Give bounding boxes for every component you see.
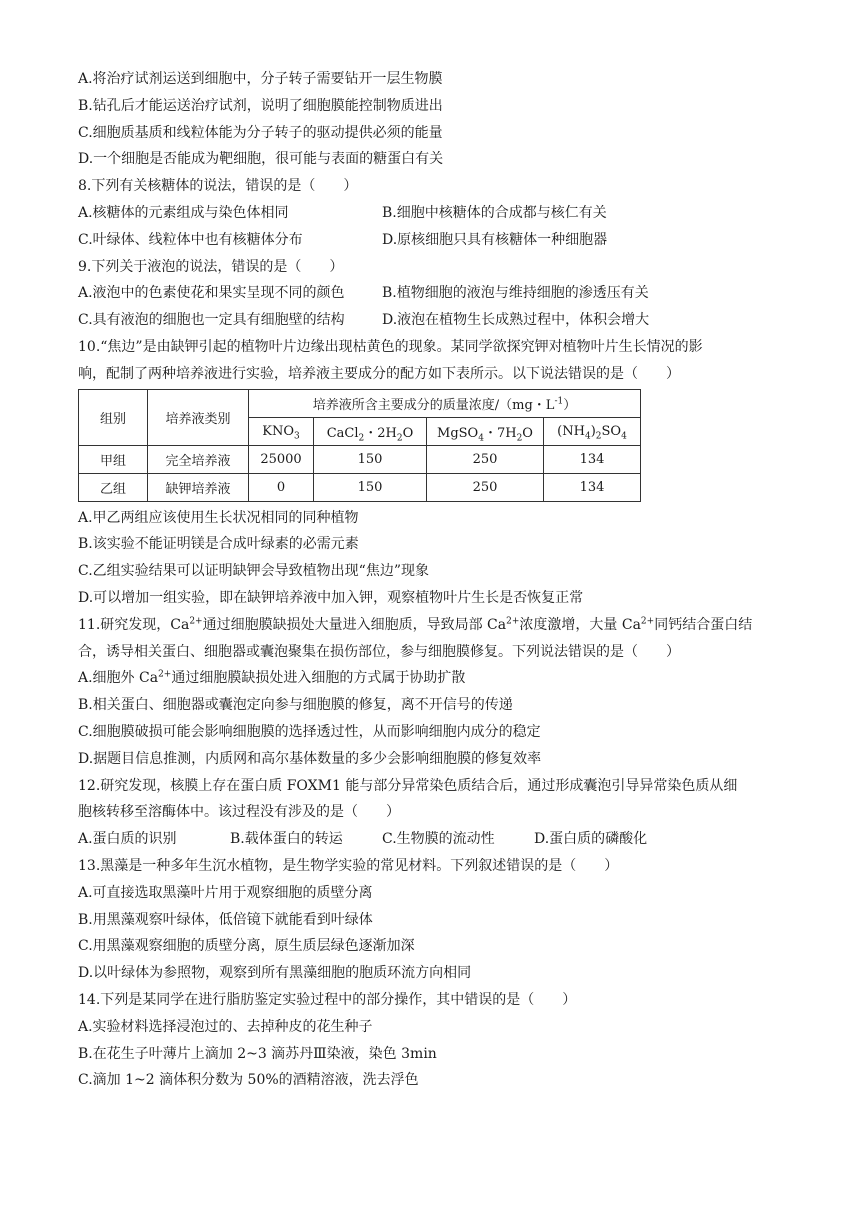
q10-stem-line1: 10.“焦边”是由缺钾引起的植物叶片边缘出现枯黄色的现象。某同学欲探究钾对植物叶片生长情况的影 [78, 338, 703, 355]
q12-stem-line2: 胞核转移至溶酶体中。该过程没有涉及的是（ ） [78, 804, 400, 821]
q10-option-d: D.可以增加一组实验，即在缺钾培养液中加入钾，观察植物叶片生长是否恢复正常 [78, 589, 584, 606]
cell-value: 134 [544, 445, 641, 473]
q8-option-a: A.核糖体的元素组成与染色体相同 [78, 204, 289, 221]
q8-stem: 8.下列有关核糖体的说法，错误的是（ ） [78, 178, 358, 195]
q13-option-c: C.用黑藻观察细胞的质壁分离，原生质层绿色逐渐加深 [78, 938, 415, 955]
q8-row1 [78, 200, 798, 227]
cell-value: 150 [314, 445, 427, 473]
q12-option-b: B.载体蛋白的转运 [230, 831, 343, 848]
header-nh4-2so4: $(NH_4)_2SO_4$ [544, 417, 641, 445]
cell-group: 乙组 [79, 473, 148, 501]
q9-option-d: D.液泡在植物生长成熟过程中，体积会增大 [382, 312, 650, 329]
q12-stem-line1: 12.研究发现，核膜上存在蛋白质 FOXM1 能与部分异常染色质结合后，通过形成囊泡引导异常染色质从细 [78, 777, 738, 794]
q8-option-d: D.原核细胞只具有核糖体一种细胞器 [382, 231, 608, 248]
q14-stem: 14.下列是某同学在进行脂肪鉴定实验过程中的部分操作，其中错误的是（ ） [78, 991, 577, 1008]
q10-stem-line2: 响，配制了两种培养液进行实验，培养液主要成分的配方如下表所示。以下说法错误的是（ ） [78, 365, 680, 382]
q10-option-b: B.该实验不能证明镁是合成叶绿素的必需元素 [78, 536, 359, 553]
q9-option-b: B.植物细胞的液泡与维持细胞的渗透压有关 [382, 285, 649, 302]
header-group: 组别 [79, 389, 148, 445]
exam-page [78, 66, 798, 1094]
table-row [79, 473, 641, 501]
q13-option-b: B.用黑藻观察叶绿体，低倍镜下就能看到叶绿体 [78, 911, 373, 928]
q8-row2 [78, 227, 798, 254]
cell-value: 250 [427, 473, 544, 501]
q7-option-c: C.细胞质基质和线粒体能为分子转子的驱动提供必须的能量 [78, 124, 443, 141]
q10-option-a: A.甲乙两组应该使用生长状况相同的同种植物 [78, 509, 359, 526]
q11-stem-line1: 11.研究发现，$Ca^{2+}$通过细胞膜缺损处大量进入细胞质，导致局部 $Ca^{2+}$浓度激增，大量 $Ca^{2+}$同钙结合蛋白结 [78, 616, 753, 633]
q12-option-a: A.蛋白质的识别 [78, 831, 177, 848]
q12-options [78, 826, 798, 853]
q8-option-c: C.叶绿体、线粒体中也有核糖体分布 [78, 231, 303, 248]
q9-row1 [78, 280, 798, 307]
q8-option-b: B.细胞中核糖体的合成都与核仁有关 [382, 204, 607, 221]
q9-stem: 9.下列关于液泡的说法，错误的是（ ） [78, 258, 344, 275]
q14-option-c: C.滴加 1~2 滴体积分数为 50%的酒精溶液，洗去浮色 [78, 1072, 419, 1089]
cell-type: 完全培养液 [148, 445, 249, 473]
cell-type: 缺钾培养液 [148, 473, 249, 501]
q13-option-d: D.以叶绿体为参照物，观察到所有黑藻细胞的胞质环流方向相同 [78, 965, 472, 982]
cell-value: 150 [314, 473, 427, 501]
q9-option-a: A.液泡中的色素使花和果实呈现不同的颜色 [78, 285, 345, 302]
q11-option-a: A.细胞外 $Ca^{2+}$通过细胞膜缺损处进入细胞的方式属于协助扩散 [78, 669, 466, 687]
q11-option-c: C.细胞膜破损可能会影响细胞膜的选择透过性，从而影响细胞内成分的稳定 [78, 723, 541, 740]
header-concentration: 培养液所含主要成分的质量浓度/（mg・$L^{-1}$） [249, 389, 641, 417]
q7-option-a: A.将治疗试剂运送到细胞中，分子转子需要钻开一层生物膜 [78, 71, 443, 87]
q12-option-d: D.蛋白质的磷酸化 [534, 831, 648, 848]
q14-option-b: B.在花生子叶薄片上滴加 2~3 滴苏丹Ⅲ染液，染色 3min [78, 1045, 437, 1062]
q11-option-d: D.据题目信息推测，内质网和高尔基体数量的多少会影响细胞膜的修复效率 [78, 750, 542, 767]
header-cacl2: CaCl$_2$・$2H_2O$ [314, 417, 427, 445]
q11-option-b: B.相关蛋白、细胞器或囊泡定向参与细胞膜的修复，离不开信号的传递 [78, 697, 513, 714]
cell-value: 0 [249, 473, 314, 501]
q14-option-a: A.实验材料选择浸泡过的、去掉种皮的花生种子 [78, 1018, 373, 1035]
cell-value: 134 [544, 473, 641, 501]
q11-stem-line2: 合，诱导相关蛋白、细胞器或囊泡聚集在损伤部位，参与细胞膜修复。下列说法错误的是（ ） [78, 643, 680, 660]
table-row [79, 445, 641, 473]
header-mgso4: MgSO$_4$・$7H_2O$ [427, 417, 544, 445]
header-solution-type: 培养液类别 [148, 389, 249, 445]
q9-row2 [78, 307, 798, 334]
cell-group: 甲组 [79, 445, 148, 473]
header-kno3: $KNO_3$ [249, 417, 314, 445]
q12-option-c: C.生物膜的流动性 [382, 831, 495, 848]
q13-stem: 13.黑藻是一种多年生沉水植物，是生物学实验的常见材料。下列叙述错误的是（ ） [78, 857, 619, 874]
q9-option-c: C.具有液泡的细胞也一定具有细胞壁的结构 [78, 312, 345, 329]
q7-option-d: D.一个细胞是否能成为靶细胞，很可能与表面的糖蛋白有关 [78, 151, 444, 168]
q13-option-a: A.可直接选取黑藻叶片用于观察细胞的质壁分离 [78, 884, 373, 901]
q10-option-c: C.乙组实验结果可以证明缺钾会导致植物出现“焦边”现象 [78, 563, 429, 580]
cell-value: 250 [427, 445, 544, 473]
cell-value: 25000 [249, 445, 314, 473]
q7-option-b: B.钻孔后才能运送治疗试剂，说明了细胞膜能控制物质进出 [78, 97, 443, 114]
nutrient-table [78, 389, 641, 502]
